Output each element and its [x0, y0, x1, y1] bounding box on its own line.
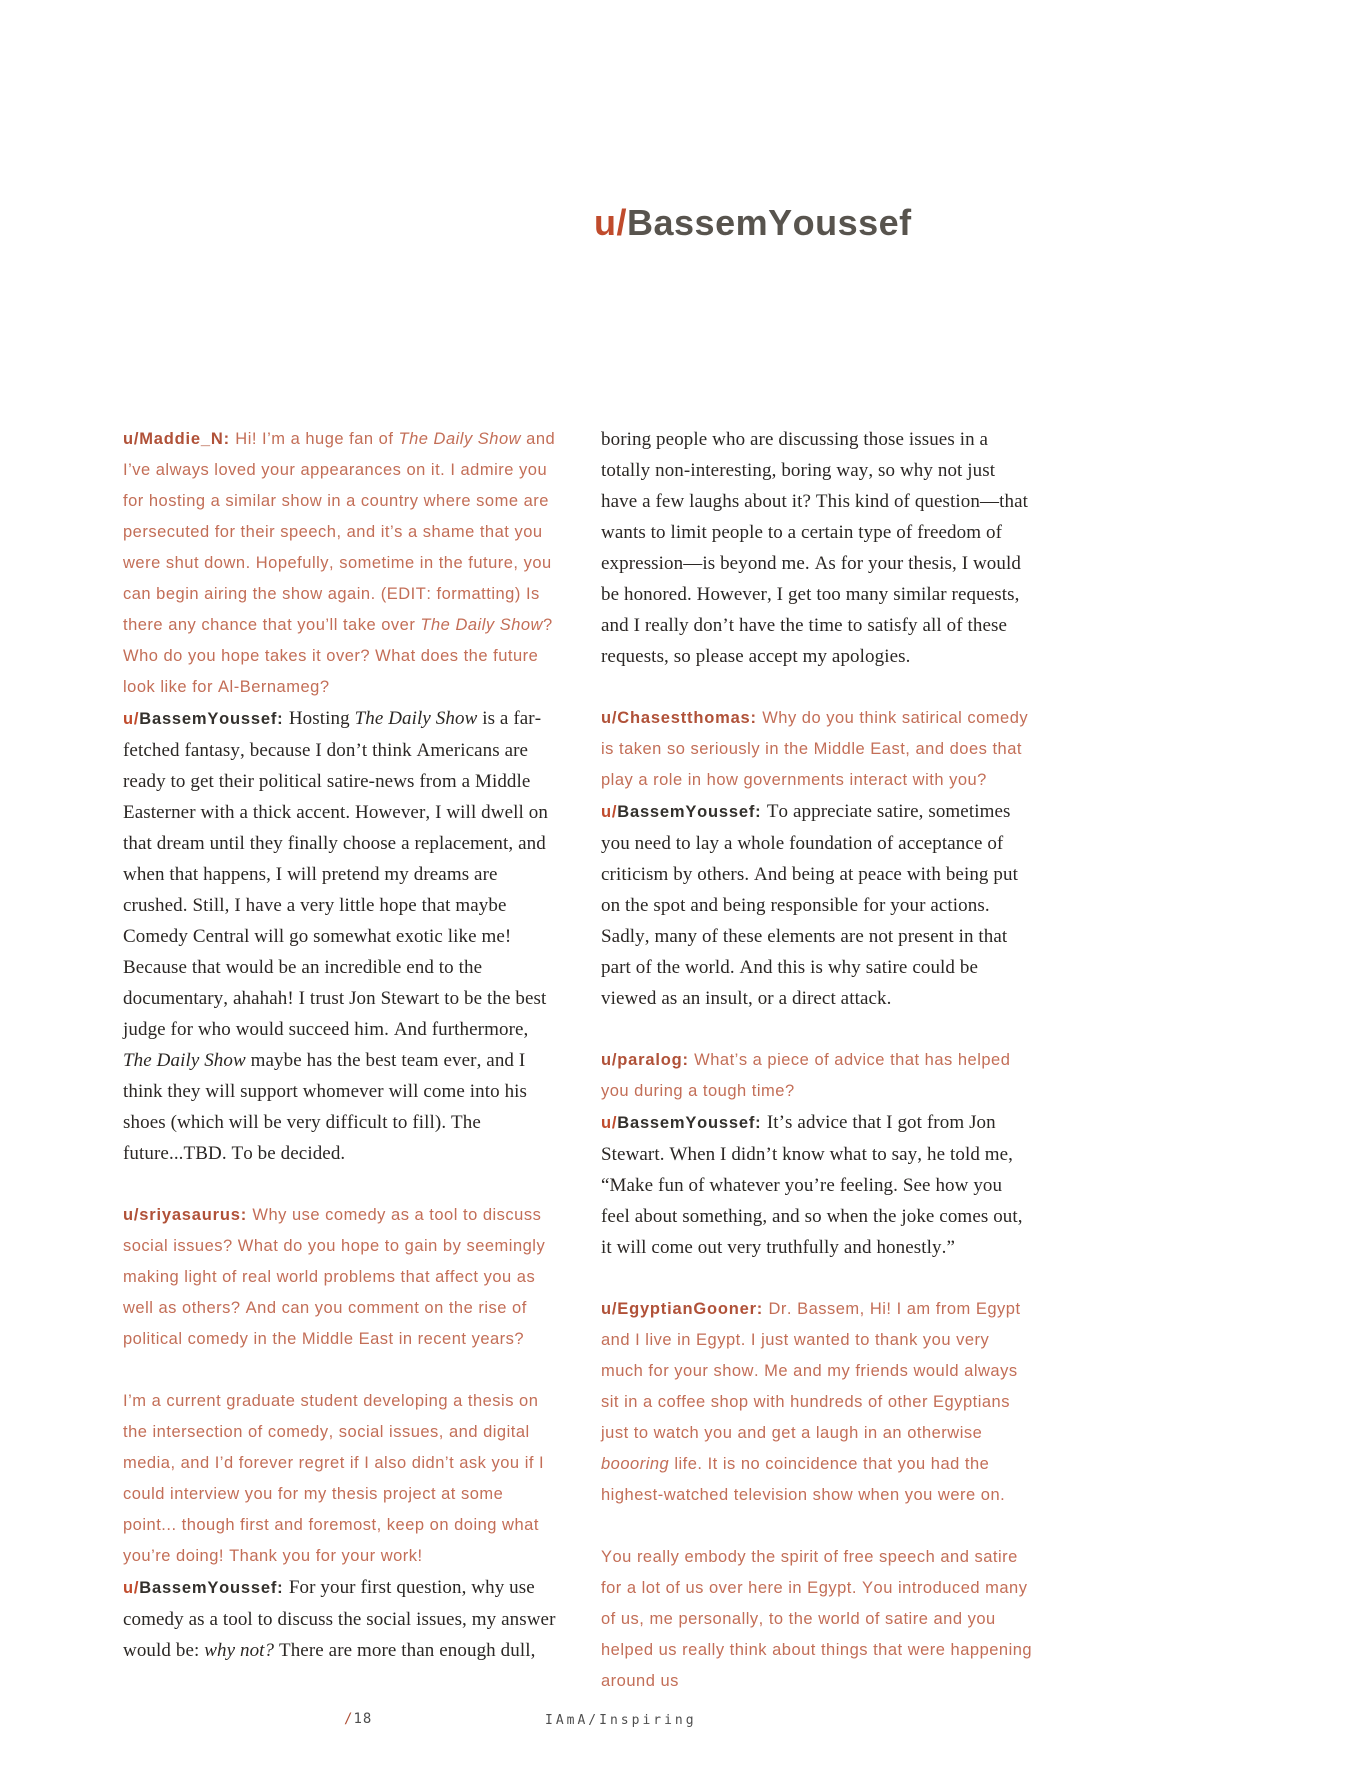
- answer-username-prefix: u/: [601, 803, 618, 821]
- comment-text-run: For your first question, why use comedy as a tool to discuss the social issues, my answer would be:: [123, 1577, 556, 1661]
- running-title: IAmA/Inspiring: [545, 1713, 697, 1728]
- page-title-name: BassemYoussef: [627, 202, 912, 243]
- question-block: [601, 703, 1035, 796]
- comment-text-run: why not?: [204, 1640, 275, 1661]
- question-block: [601, 1045, 1035, 1107]
- comment-text-run: maybe has the best team ever, and I think they will support whomever will come into his shoes (which will be very difficult to fill). The future...TBD. To be decided.: [123, 1050, 528, 1164]
- answer-block: [123, 1572, 557, 1666]
- answer-username-prefix: u/: [123, 710, 140, 728]
- answer-username: [601, 1114, 767, 1132]
- answer-username-name: BassemYoussef:: [617, 1114, 767, 1132]
- comment-text-run: and I’ve always loved your appearances on it. I admire you for hosting a similar show in a country where some are persecuted for their speech, and it’s a shame that you were shut down. Hopefully, sometime in the future, you can begin airing the show again. (EDIT: formatting) Is there any chance that you’ll take over: [123, 430, 556, 634]
- comment-text-run: You really embody the spirit of free speech and satire for a lot of us over here in Egypt. You introduced many of us, me personally, to the world of satire and you helped us really think about things that were happening around us: [601, 1548, 1033, 1690]
- page-number: [344, 1711, 372, 1727]
- answer-username-name: BassemYoussef:: [139, 710, 289, 728]
- question-username: u/Maddie_N:: [123, 430, 236, 448]
- comment-text-run: Why use comedy as a tool to discuss social issues? What do you hope to gain by seemingly making light of real world problems that affect you as well as others? And can you comment on the rise of political comedy in the Middle East in recent years?: [123, 1206, 546, 1348]
- answer-username-prefix: u/: [601, 1114, 618, 1132]
- comment-text-run: The Daily Show: [354, 708, 478, 729]
- comment-text-run: There are more than enough dull,: [274, 1640, 536, 1661]
- comment-text-run: The Daily Show: [123, 1050, 246, 1071]
- answer-username-name: BassemYoussef:: [139, 1579, 289, 1597]
- answer-block: [601, 1107, 1035, 1263]
- comment-text-run: is a far-fetched fantasy, because I don’t think Americans are ready to get their political satire-news from a Middle Easterner with a thick accent. However, I will dwell on that dream until they finally choose a replacement, and when that happens, I will pretend my dreams are crushed. Still, I have a very little hope that maybe Comedy Central will go somewhat exotic like me! Because that would be an incredible end to the documentary, ahahah! I trust Jon Stewart to be the best judge for who would succeed him. And furthermore,: [123, 708, 548, 1040]
- comment-text-run: The Daily Show: [420, 616, 543, 634]
- question-username: u/sriyasaurus:: [123, 1206, 253, 1224]
- page-footer: [0, 1711, 1350, 1741]
- answer-block: [601, 796, 1035, 1014]
- page-title: [594, 202, 912, 244]
- question-block: [601, 1542, 1035, 1697]
- comment-text-run: Hosting: [288, 708, 355, 729]
- comment-text-run: I’m a current graduate student developing a thesis on the intersection of comedy, social issues, and digital media, and I’d forever regret if I also didn’t ask you if I could interview you for my thesis project at some point... though first and foremost, keep on doing what you’re doing! Thank you for your work!: [123, 1392, 545, 1565]
- question-username: u/EgyptianGooner:: [601, 1300, 769, 1318]
- column-right: [601, 424, 1035, 1697]
- answer-username: [601, 803, 767, 821]
- answer-username: [123, 1579, 289, 1597]
- page-title-prefix: u/: [594, 202, 627, 243]
- question-block: [123, 1200, 557, 1355]
- comment-text-run: boring people who are discussing those issues in a totally non-interesting, boring way, so why not just have a few laughs about it? This kind of question—that wants to limit people to a certain type of freedom of expression—is beyond me. As for your thesis, I would be honored. However, I get too many similar requests, and I really don’t have the time to satisfy all of these requests, so please accept my apologies.: [601, 429, 1028, 667]
- answer-username-prefix: u/: [123, 1579, 140, 1597]
- comment-text-run: What’s a piece of advice that has helped you during a tough time?: [601, 1051, 1011, 1100]
- comment-text-run: The Daily Show: [398, 430, 522, 448]
- comment-text-run: boooring: [601, 1455, 670, 1473]
- comment-text-run: ? Who do you hope takes it over? What does the future look like for Al-Bernameg?: [123, 616, 553, 696]
- column-left: [123, 424, 557, 1697]
- page-number-slash: /: [344, 1711, 354, 1727]
- question-username: u/Chasestthomas:: [601, 709, 763, 727]
- question-block: [123, 1386, 557, 1572]
- answer-block: [123, 703, 557, 1169]
- comment-text-run: life. It is no coincidence that you had the highest-watched television show when you were on.: [601, 1455, 1006, 1504]
- page-number-value: 18: [353, 1711, 373, 1727]
- question-block: [601, 1294, 1035, 1511]
- text-columns: [123, 424, 1035, 1697]
- question-username: u/paralog:: [601, 1051, 695, 1069]
- comment-text-run: It’s advice that I got from Jon Stewart. When I didn’t know what to say, he told me, “Make fun of whatever you’re feeling. See how you feel about something, and so when the joke comes out, it will come out very truthfully and honestly.”: [601, 1112, 1023, 1258]
- answer-block: [601, 424, 1035, 672]
- answer-username-name: BassemYoussef:: [617, 803, 767, 821]
- answer-username: [123, 710, 289, 728]
- comment-text-run: Why do you think satirical comedy is taken so seriously in the Middle East, and does that play a role in how governments interact with you?: [601, 709, 1029, 789]
- comment-text-run: Dr. Bassem, Hi! I am from Egypt and I live in Egypt. I just wanted to thank you very much for your show. Me and my friends would always sit in a coffee shop with hundreds of other Egyptians just to watch you and get a laugh in an otherwise: [601, 1300, 1021, 1442]
- question-block: [123, 424, 557, 703]
- comment-text-run: To appreciate satire, sometimes you need to lay a whole foundation of acceptance of criticism by others. And being at peace with being put on the spot and being responsible for your actions. Sadly, many of these elements are not present in that part of the world. And this is why satire could be viewed as an insult, or a direct attack.: [601, 801, 1018, 1009]
- comment-text-run: Hi! I’m a huge fan of: [235, 430, 399, 448]
